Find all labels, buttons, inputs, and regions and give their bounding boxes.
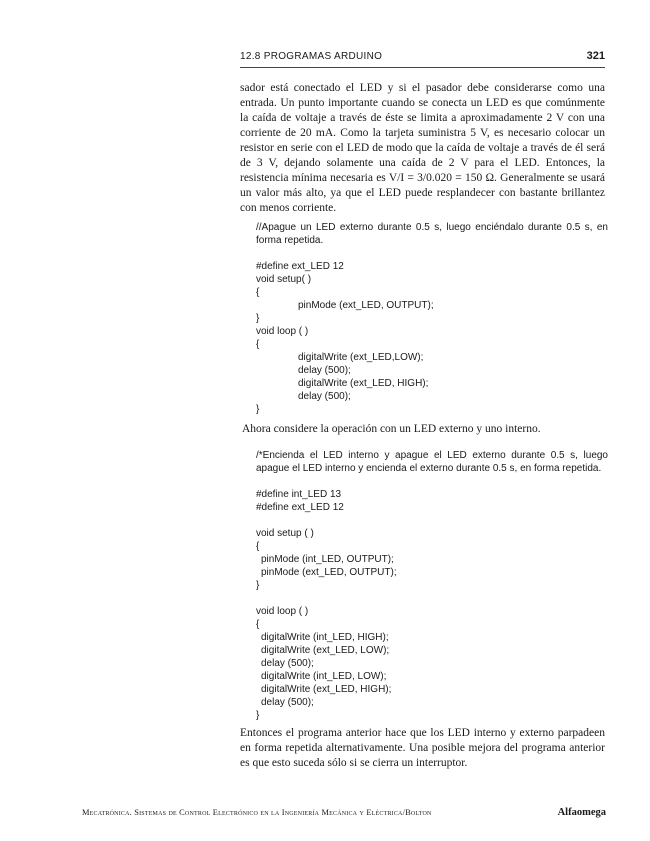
code-block-2 <box>256 449 608 722</box>
code-comment: //Apague un LED externo durante 0.5 s, luego enciéndalo durante 0.5 s, en forma repetida. <box>256 222 608 246</box>
code-line: #define ext_LED 12 <box>256 261 344 272</box>
code-line: pinMode (ext_LED, OUTPUT); <box>298 300 434 311</box>
page-number: 321 <box>586 50 605 62</box>
code-comment: /*Encienda el LED interno y apague el LED externo durante 0.5 s, luego apague el LED interno y encienda el externo durante 0.5 s, en forma repetida. <box>256 450 608 474</box>
code-line: digitalWrite (ext_LED, HIGH); <box>298 378 429 389</box>
code-line: void loop ( ) <box>256 606 309 617</box>
code-line: void setup ( ) <box>256 528 314 539</box>
code-line: digitalWrite (ext_LED, LOW); <box>261 645 390 656</box>
code-line: #define ext_LED 12 <box>256 502 344 513</box>
code-line: } <box>256 710 260 721</box>
code-line: digitalWrite (ext_LED,LOW); <box>298 352 424 363</box>
code-line: delay (500); <box>298 365 351 376</box>
code-line: void loop ( ) <box>256 326 309 337</box>
paragraph-2: Ahora considere la operación con un LED externo y uno interno. <box>242 423 541 435</box>
running-footer <box>82 807 606 821</box>
running-header <box>240 50 605 64</box>
code-line: { <box>256 339 260 350</box>
header-rule <box>240 67 605 68</box>
code-line: digitalWrite (int_LED, HIGH); <box>261 632 389 643</box>
code-line: { <box>256 287 260 298</box>
section-title: 12.8 PROGRAMAS ARDUINO <box>240 51 383 62</box>
code-line: delay (500); <box>298 391 351 402</box>
code-line: { <box>256 541 260 552</box>
code-line: void setup( ) <box>256 274 312 285</box>
code-line: } <box>256 313 260 324</box>
code-line: digitalWrite (int_LED, LOW); <box>261 671 387 682</box>
publisher-name: Alfaomega <box>557 807 606 818</box>
code-line: digitalWrite (ext_LED, HIGH); <box>261 684 392 695</box>
paragraph-1: sador está conectado el LED y si el pasador debe considerarse como una entrada. Un punto importante cuando se conecta un LED es que comúnmente la caída de voltaje a través de éste se limita a aproximadamente 2 V con una corriente de 20 mA. Como la tarjeta suministra 5 V, es necesario colocar un resistor en serie con el LED de modo que la caída de voltaje a través de él será de 3 V, dejando solamente una caída de 2 V para el LED. Entonces, la resistencia mínima necesaria es V/I = 3/0.020 = 150 Ω. Generalmente se usará un valor más alto, ya que el LED puede resplandecer con bastante brillantez con menos corriente. <box>240 82 605 214</box>
code-line: delay (500); <box>261 697 314 708</box>
code-block-1 <box>256 221 608 416</box>
code-line: { <box>256 619 260 630</box>
code-line: #define int_LED 13 <box>256 489 342 500</box>
code-line: pinMode (int_LED, OUTPUT); <box>261 554 394 565</box>
code-line: } <box>256 404 260 415</box>
book-title: Mecatrónica. Sistemas de Control Electrónico en la Ingeniería Mecánica y Eléctrica/Bolton <box>82 808 432 817</box>
paragraph-3: Entonces el programa anterior hace que los LED interno y externo parpadeen en forma repetida alternativamente. Una posible mejora del programa anterior es que esto suceda sólo si se cierra un interruptor. <box>240 727 605 769</box>
code-line: pinMode (ext_LED, OUTPUT); <box>261 567 397 578</box>
code-line: } <box>256 580 260 591</box>
code-line: delay (500); <box>261 658 314 669</box>
